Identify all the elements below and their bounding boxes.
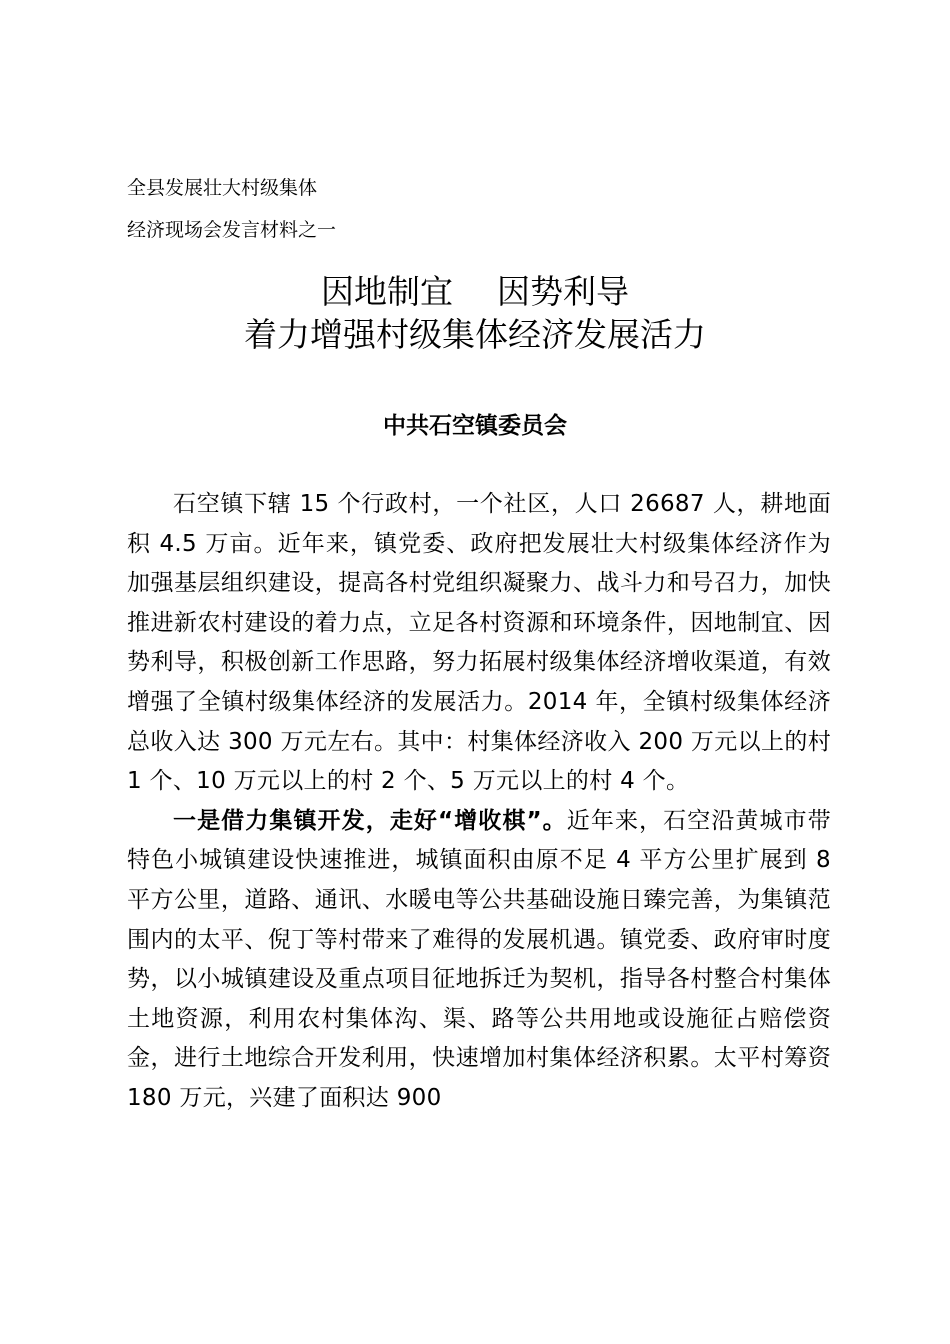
series-heading-line-2: 经济现场会发言材料之一 (127, 219, 337, 241)
main-title-part-1: 因地制宜 (321, 272, 453, 311)
series-heading-line-1: 全县发展壮大村级集体 (127, 177, 318, 199)
main-title-line-1 (0, 270, 950, 314)
author-organization: 中共石空镇委员会 (383, 413, 567, 439)
paragraph-2 (127, 802, 831, 1119)
paragraph-2-body: 近年来，石空沿黄城市带特色小城镇建设快速推进，城镇面积由原不足 4 平方公里扩展到 8 平方公里，道路、通讯、水暖电等公共基础设施日臻完善，为集镇范围内的太平、倪丁等村带来了难得的发展机遇。镇党委、政府审时度势，以小城镇建设及重点项目征地拆迁为契机，指导各村整合村集体土地资源，利用农村集体沟、渠、路等公共用地或设施征占赔偿资金，进行土地综合开发利用，快速增加村集体经济积累。太平村筹资 180 万元，兴建了面积达 900 (127, 807, 831, 1111)
main-title-part-2: 因势利导 (497, 272, 629, 311)
paragraph-2-lead: 一是借力集镇开发，走好“增收棋”。 (173, 807, 567, 834)
paragraph-1: 石空镇下辖 15 个行政村，一个社区，人口 26687 人，耕地面积 4.5 万亩。近年来，镇党委、政府把发展壮大村级集体经济作为加强基层组织建设，提高各村党组织凝聚力、战斗力和号召力，加快推进新农村建设的着力点，立足各村资源和环境条件，因地制宜、因势利导，积极创新工作思路，努力拓展村级集体经济增收渠道，有效增强了全镇村级集体经济的发展活力。2014 年，全镇村级集体经济总收入达 300 万元左右。其中：村集体经济收入 200 万元以上的村 1 个、10 万元以上的村 2 个、5 万元以上的村 4 个。 (127, 491, 831, 795)
body-text (127, 485, 831, 1119)
main-title-line-2: 着力增强村级集体经济发展活力 (244, 315, 706, 354)
